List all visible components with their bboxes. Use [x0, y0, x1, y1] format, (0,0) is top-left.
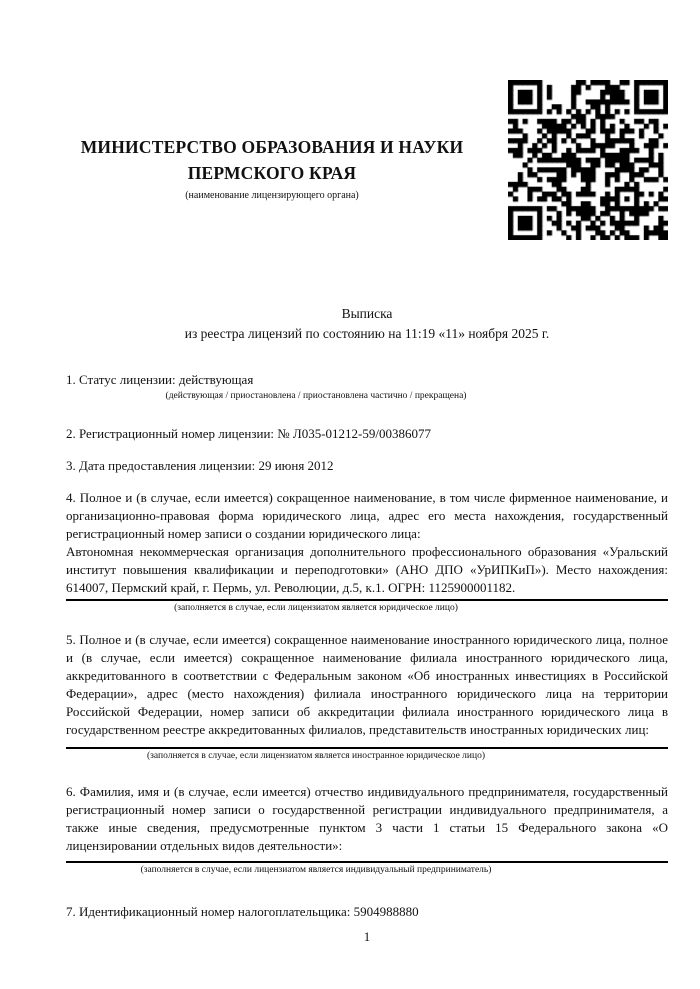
fill-in-rule	[66, 747, 668, 749]
foreign-entity-label: 5. Полное и (в случае, если имеется) сокращенное наименование иностранного юридического лица, полное и (в случае, если имеется) сокращенное наименование филиала иностранного юридического лица, аккредитованного в соответствии с Федеральным законом «Об иностранных инвестициях в Российской Федерации», адрес (место нахождения) филиала иностранного юридического лица на территории Российской Федерации, номер записи об аккредитации филиала иностранного юридического лица в государственном реестре аккредитованных филиалов, представительств иностранных юридических лиц:	[66, 632, 668, 737]
individual-entrepreneur-label: 6. Фамилия, имя и (в случае, если имеется) отчество индивидуального предпринимателя, государственный регистрационный номер записи о государственной регистрации индивидуального предпринимателя, а также иные сведения, предусмотренные пунктом 3 части 1 статьи 15 Федерального закона «О лицензировании отдельных видов деятельности»:	[66, 784, 668, 853]
individual-entrepreneur-caption: (заполняется в случае, если лицензиатом является индивидуальный предприниматель)	[140, 865, 492, 875]
license-status-text: 1. Статус лицензии: действующая	[66, 372, 254, 387]
ministry-name-line1: МИНИСТЕРСТВО ОБРАЗОВАНИЯ И НАУКИ	[80, 137, 464, 157]
fill-in-rule	[66, 599, 668, 601]
page-number: 1	[363, 929, 371, 944]
section-license-status	[66, 371, 668, 403]
legal-entity-label: 4. Полное и (в случае, если имеется) сокращенное наименование, в том числе фирменное наименование, и организационно-правовая форма юридического лица, адрес его места нахождения, государственный регистрационный номер записи о создании юридического лица:	[66, 490, 668, 541]
legal-entity-value: Автономная некоммерческая организация дополнительного профессионального образования «Уральский институт повышения квалификации и переподготовки» (АНО ДПО «УрИПКиП»). Место нахождения: 614007, Пермский край, г. Пермь, ул. Революции, д.5, к.1. ОГРН: 1125900001182.	[66, 544, 668, 595]
license-status-caption: (действующая / приостановлена / приостановлена частично / прекращена)	[165, 391, 467, 401]
section-license-date	[66, 457, 668, 475]
section-individual-entrepreneur	[66, 783, 668, 877]
fill-in-rule	[66, 861, 668, 863]
registration-number-text: 2. Регистрационный номер лицензии: № Л035-01212-59/00386077	[66, 426, 432, 441]
ministry-caption: (наименование лицензирующего органа)	[185, 190, 359, 201]
foreign-entity-caption: (заполняется в случае, если лицензиатом является иностранное юридическое лицо)	[147, 751, 485, 761]
section-legal-entity	[66, 489, 668, 615]
section-foreign-entity	[66, 631, 668, 763]
legal-entity-caption: (заполняется в случае, если лицензиатом является юридическое лицо)	[174, 603, 458, 613]
document-title-line2: из реестра лицензий по состоянию на 11:19 «11» ноября 2025 г.	[184, 326, 550, 341]
license-date-text: 3. Дата предоставления лицензии: 29 июня 2012	[66, 458, 334, 473]
qr-code-icon	[508, 80, 668, 240]
ministry-name-line2: ПЕРМСКОГО КРАЯ	[187, 163, 357, 183]
taxpayer-number-text: 7. Идентификационный номер налогоплательщика: 5904988880	[66, 904, 419, 919]
document-header	[66, 0, 668, 240]
section-registration-number	[66, 425, 668, 443]
document-title-line1: Выписка	[341, 306, 393, 321]
document-title	[66, 304, 668, 344]
section-taxpayer-number	[66, 903, 668, 921]
licensing-authority-block	[66, 80, 478, 202]
